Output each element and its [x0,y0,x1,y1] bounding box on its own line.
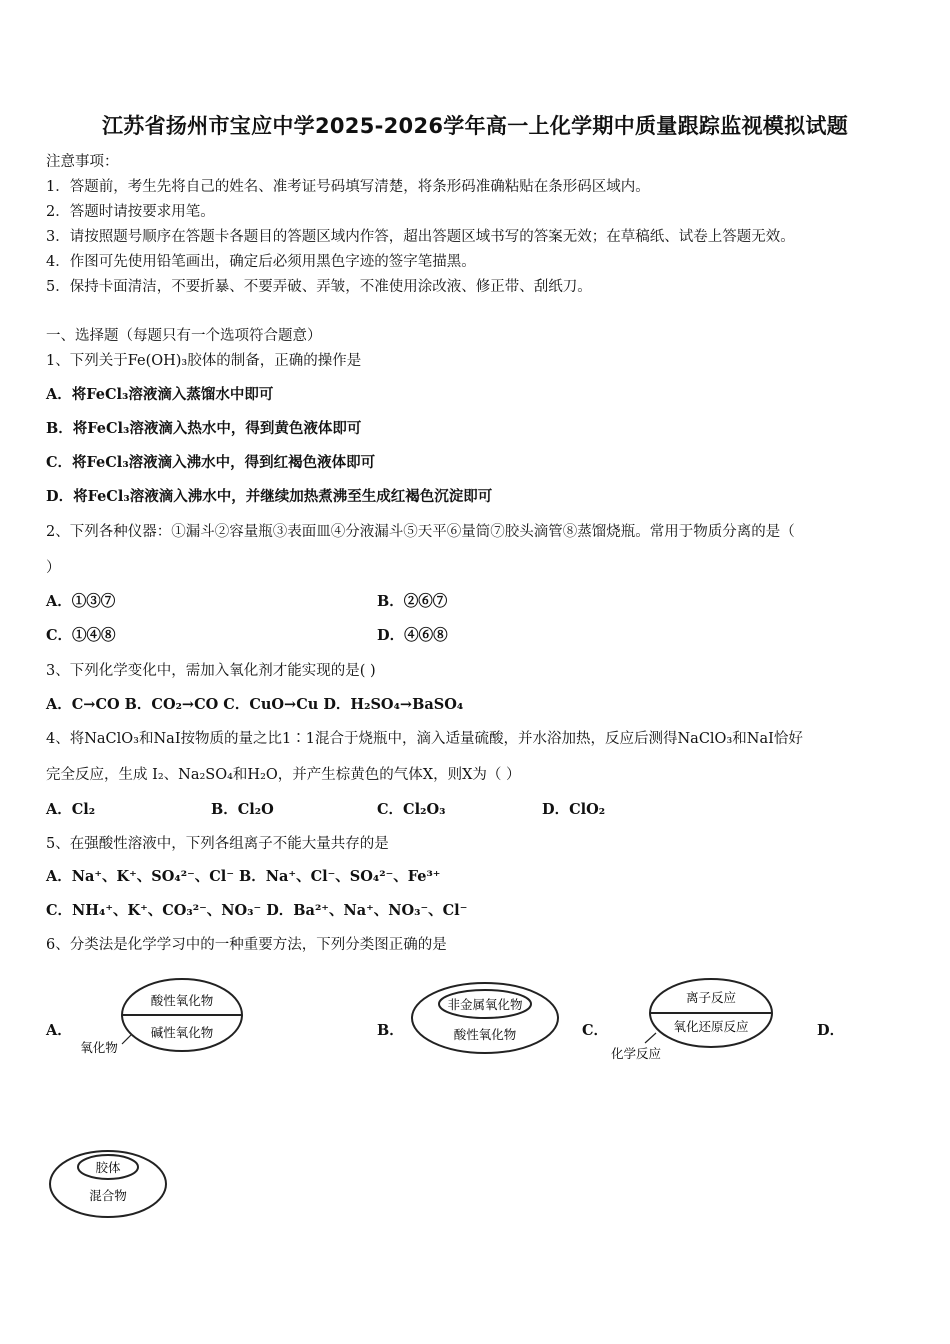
q2-option-a: A．①③⑦ [46,593,116,610]
q4-option-b: B．Cl₂O [211,801,274,818]
notice-item-5: 5．保持卡面清洁，不要折暴、不要弄破、弄皱，不准使用涂改液、修正带、刮纸刀。 [46,279,592,295]
q5-stem: 5、在强酸性溶液中，下列各组离子不能大量共存的是 [46,836,389,852]
q4-option-d: D．ClO₂ [542,801,606,818]
q4-stem: 4、将NaClO₃和NaI按物质的量之比1∶1混合于烧瓶中，滴入适量硫酸，并水浴加热，反应后测得NaClO₃和NaI恰好 [46,731,803,747]
diagram-b-inner-label: 非金属氧化物 [447,997,523,1012]
section-heading: 一、选择题（每题只有一个选项符合题意） [46,328,322,344]
q2-stem: 2、下列各种仪器：①漏斗②容量瓶③表面皿④分液漏斗⑤天平⑥量筒⑦胶头滴管⑧蒸馏烧瓶。常用于物质分离的是（ [46,524,795,540]
q6-diagram-c [603,975,788,1067]
q5-options-ab: A．Na⁺、K⁺、SO₄²⁻、Cl⁻ B．Na⁺、Cl⁻、SO₄²⁻、Fe³⁺ [46,868,441,885]
q6-diagram-a [72,974,252,1064]
q6-option-b-letter: B． [377,1022,404,1039]
q6-stem: 6、分类法是化学学习中的一种重要方法，下列分类图正确的是 [46,937,447,953]
q2-option-c: C．①④⑧ [46,627,116,644]
diagram-b-outer-label: 酸性氧化物 [453,1027,517,1042]
notice-item-2: 2．答题时请按要求用笔。 [46,204,215,220]
notice-item-1: 1．答题前，考生先将自己的姓名、准考证号码填写清楚，将条形码准确粘贴在条形码区域内。 [46,179,650,195]
notice-heading: 注意事项： [46,154,119,170]
q3-options: A．C→CO B．CO₂→CO C．CuO→Cu D．H₂SO₄→BaSO₄ [46,696,464,713]
diagram-c-bottom-label: 氧化还原反应 [673,1019,749,1034]
page-title: 江苏省扬州市宝应中学2025-2026学年高一上化学期中质量跟踪监视模拟试题 [101,114,848,138]
q6-diagram-d [46,1146,171,1224]
diagram-c-pointer [645,1033,656,1043]
q2-option-b: B．②⑥⑦ [377,593,448,610]
q4-stem-cont: 完全反应，生成 I₂、Na₂SO₄和H₂O，并产生棕黄色的气体X，则X为（ ） [46,767,521,783]
q6-option-c-letter: C． [582,1022,609,1039]
diagram-a-pointer [122,1034,132,1044]
diagram-c-top-label: 离子反应 [685,990,737,1005]
q3-stem: 3、下列化学变化中，需加入氧化剂才能实现的是( ) [46,663,376,679]
q6-option-a-letter: A． [46,1022,72,1039]
q1-option-c: C．将FeCl₃溶液滴入沸水中，得到红褐色液体即可 [46,454,376,471]
q1-option-a: A．将FeCl₃溶液滴入蒸馏水中即可 [46,386,274,403]
q5-options-cd: C．NH₄⁺、K⁺、CO₃²⁻、NO₃⁻ D．Ba²⁺、Na⁺、NO₃⁻、Cl⁻ [46,902,468,919]
q2-option-d: D．④⑥⑧ [377,627,448,644]
notice-item-3: 3．请按照题号顺序在答题卡各题目的答题区域内作答，超出答题区域书写的答案无效；在草稿纸、试卷上答题无效。 [46,229,795,245]
q4-option-c: C．Cl₂O₃ [377,801,446,818]
q2-stem-end: ） [46,560,61,576]
diagram-a-outer-label: 氧化物 [80,1040,118,1055]
q6-diagram-b [405,978,565,1058]
diagram-a-bottom-label: 碱性氧化物 [150,1025,214,1040]
q1-option-b: B．将FeCl₃溶液滴入热水中，得到黄色液体即可 [46,420,362,437]
diagram-d-inner-label: 胶体 [95,1160,121,1175]
q4-option-a: A．Cl₂ [46,801,96,818]
notice-item-4: 4．作图可先使用铅笔画出，确定后必须用黑色字迹的签字笔描黑。 [46,254,476,270]
diagram-c-outer-label: 化学反应 [610,1046,662,1061]
diagram-a-top-label: 酸性氧化物 [150,993,214,1008]
q6-option-d-letter: D． [817,1022,845,1039]
q1-stem: 1、下列关于Fe(OH)₃胶体的制备，正确的操作是 [46,353,362,369]
q1-option-d: D．将FeCl₃溶液滴入沸水中，并继续加热煮沸至生成红褐色沉淀即可 [46,488,493,505]
diagram-d-outer-label: 混合物 [89,1188,127,1203]
